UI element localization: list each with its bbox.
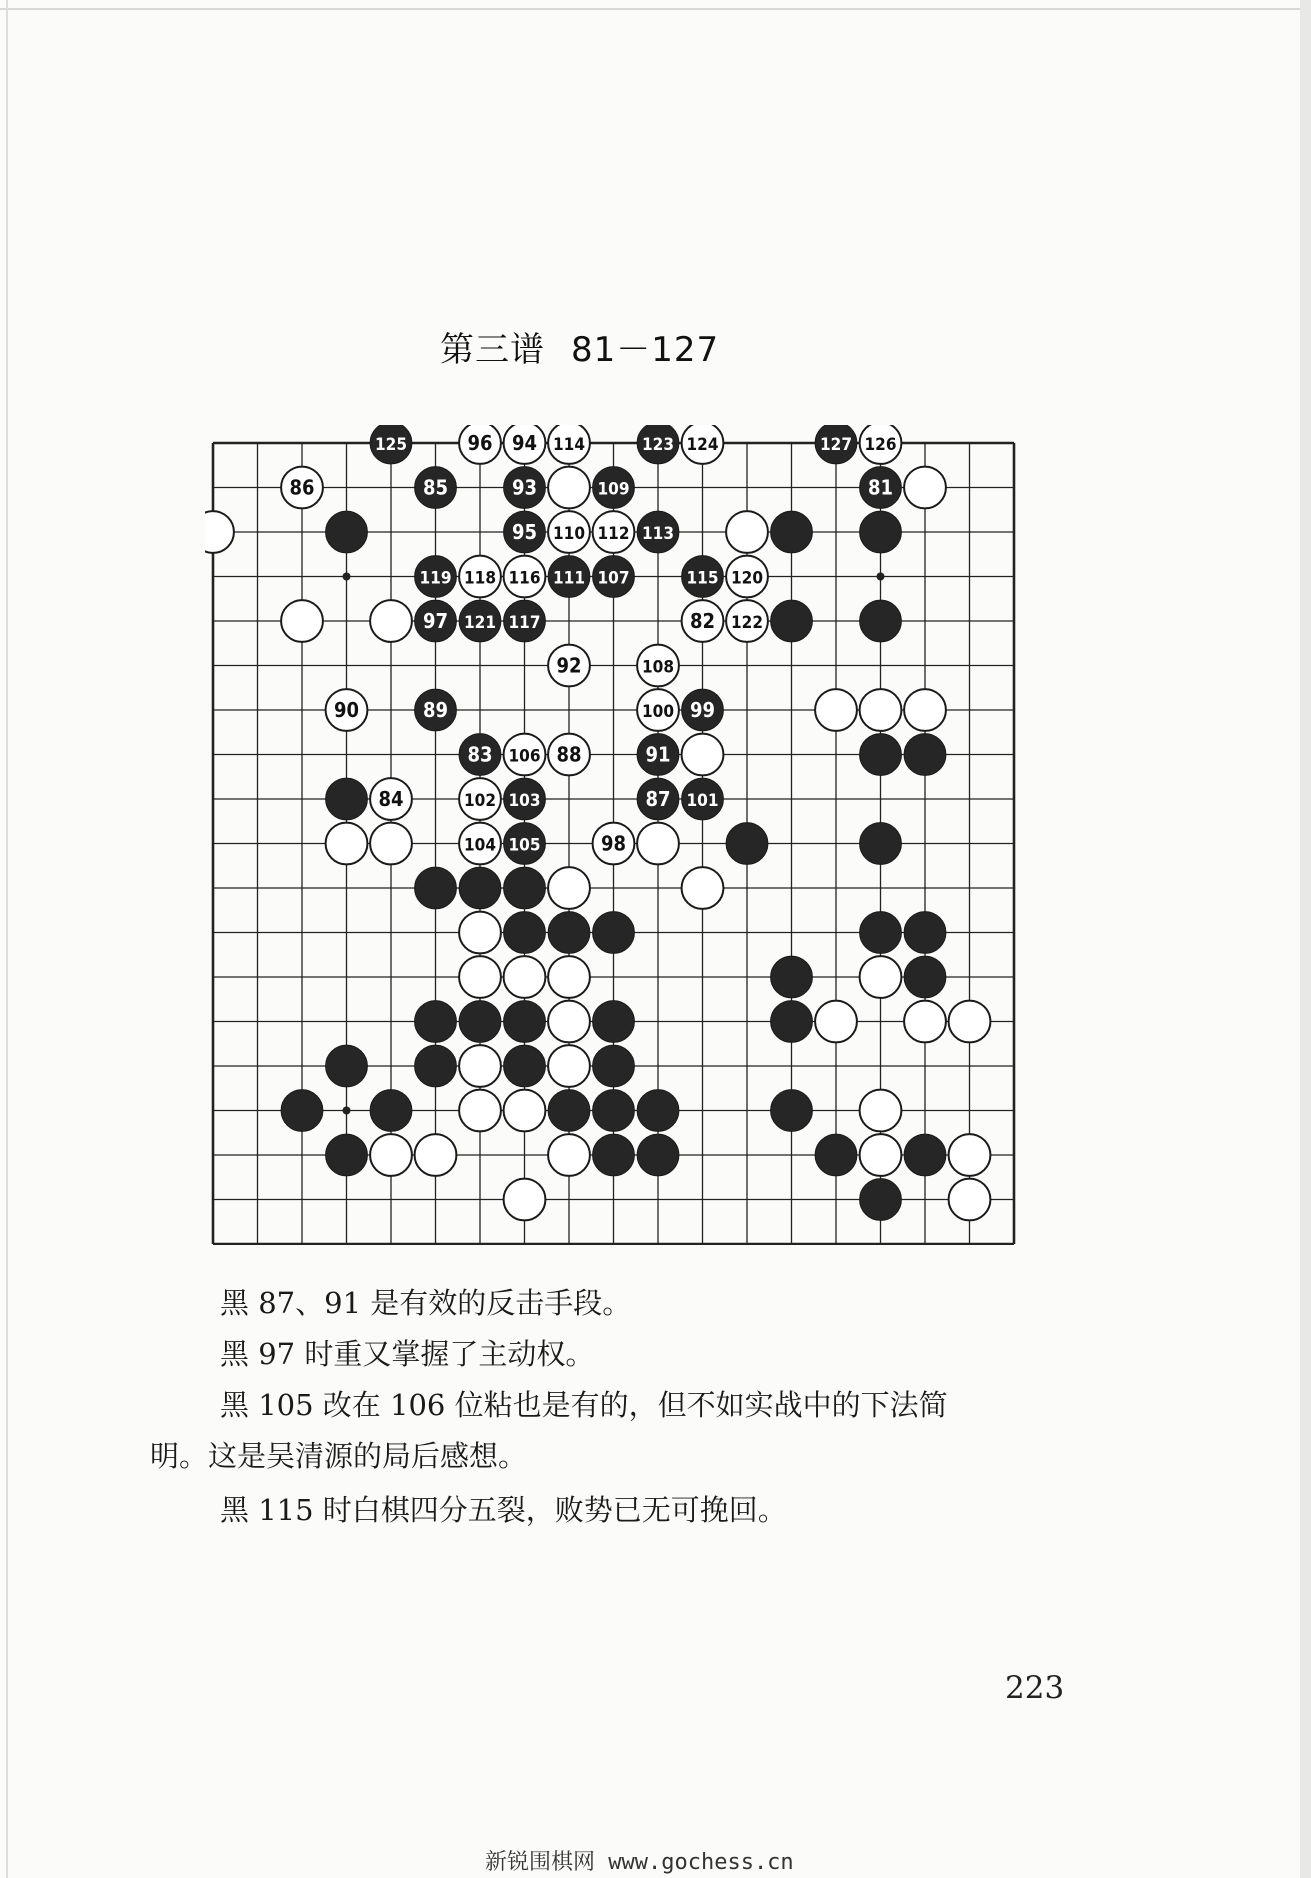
black-stone — [459, 867, 501, 909]
black-stone — [548, 1090, 590, 1132]
black-stone — [326, 778, 368, 820]
white-stone — [860, 689, 902, 731]
move-number: 83 — [467, 742, 493, 767]
move-number: 107 — [597, 568, 630, 589]
black-stone — [593, 1001, 635, 1043]
move-range: 81－127 — [571, 330, 720, 370]
white-stone — [726, 511, 768, 553]
move-number: 124 — [686, 435, 719, 455]
black-stone — [637, 1134, 679, 1176]
white-stone — [504, 1179, 546, 1221]
move-number: 81 — [867, 475, 894, 500]
move-number: 84 — [378, 787, 404, 811]
move-number: 97 — [422, 609, 449, 633]
move-number: 96 — [467, 431, 493, 455]
move-number: 88 — [556, 742, 582, 767]
white-stone — [860, 1134, 902, 1176]
white-stone — [949, 1134, 991, 1176]
white-stone — [682, 867, 724, 909]
move-number: 119 — [419, 568, 452, 589]
move-number: 93 — [511, 475, 538, 500]
white-stone — [904, 467, 946, 509]
go-board — [205, 425, 1025, 1245]
move-number: 86 — [289, 475, 315, 500]
move-number: 102 — [464, 791, 496, 811]
move-number: 125 — [375, 435, 407, 455]
move-number: 89 — [422, 698, 449, 722]
black-stone — [860, 912, 902, 954]
white-stone — [370, 823, 412, 865]
white-stone — [281, 600, 323, 642]
black-stone — [326, 1045, 368, 1087]
black-stone — [904, 1134, 946, 1176]
black-stone — [326, 511, 368, 553]
black-stone — [904, 956, 946, 998]
diagram-title — [440, 322, 840, 371]
black-stone — [504, 912, 546, 954]
white-stone — [860, 956, 902, 998]
diagram-title-label: 第三谱 — [440, 330, 545, 370]
move-number: 111 — [553, 568, 585, 589]
paragraph-2: 黑 97 时重又掌握了主动权。 — [220, 1337, 595, 1371]
move-number: 85 — [422, 475, 449, 500]
move-number: 100 — [642, 702, 674, 722]
black-stone — [504, 1001, 546, 1043]
move-number: 113 — [642, 524, 674, 544]
black-stone — [593, 1090, 635, 1132]
white-stone — [326, 823, 368, 865]
white-stone — [904, 1001, 946, 1043]
white-stone — [459, 956, 501, 998]
paragraph-4: 明。这是吴清源的局后感想。 — [150, 1439, 528, 1473]
black-stone — [281, 1090, 323, 1132]
move-number: 126 — [864, 435, 897, 455]
white-stone — [548, 1001, 590, 1043]
black-stone — [904, 734, 946, 776]
scan-top-edge — [0, 8, 1300, 10]
move-number: 99 — [689, 698, 716, 722]
white-stone — [459, 1045, 501, 1087]
black-stone — [415, 1045, 457, 1087]
paragraph-3: 黑 105 改在 106 位粘也是有的，但不如实战中的下法简 — [220, 1388, 948, 1422]
move-number: 109 — [597, 479, 630, 500]
move-number: 123 — [642, 435, 674, 455]
white-stone — [548, 467, 590, 509]
white-stone — [459, 912, 501, 954]
move-number: 121 — [464, 613, 496, 633]
black-stone — [860, 734, 902, 776]
star-point — [877, 573, 885, 581]
black-stone — [593, 1134, 635, 1176]
move-number: 112 — [597, 524, 630, 544]
move-number: 92 — [556, 653, 582, 678]
black-stone — [815, 1134, 857, 1176]
paragraph-5: 黑 115 时白棋四分五裂，败势已无可挽回。 — [220, 1493, 787, 1527]
black-stone — [637, 1090, 679, 1132]
black-stone — [326, 1134, 368, 1176]
footer-watermark: 新锐围棋网 www.gochess.cn — [485, 1850, 794, 1875]
move-number: 90 — [333, 698, 360, 722]
black-stone — [504, 867, 546, 909]
black-stone — [771, 511, 813, 553]
star-point — [343, 1107, 351, 1115]
black-stone — [504, 1045, 546, 1087]
move-number: 106 — [508, 746, 541, 767]
white-stone — [949, 1179, 991, 1221]
white-stone — [637, 823, 679, 865]
move-number: 101 — [686, 791, 719, 811]
black-stone — [593, 1045, 635, 1087]
white-stone — [815, 1001, 857, 1043]
move-number: 115 — [686, 568, 719, 589]
move-number: 122 — [731, 613, 763, 633]
white-stone — [504, 956, 546, 998]
white-stone — [548, 956, 590, 998]
move-number: 104 — [464, 835, 496, 856]
move-number: 118 — [464, 568, 496, 589]
black-stone — [904, 912, 946, 954]
white-stone — [904, 689, 946, 731]
black-stone — [771, 1001, 813, 1043]
move-number: 116 — [508, 568, 541, 589]
black-stone — [771, 600, 813, 642]
black-stone — [771, 1090, 813, 1132]
black-stone — [860, 511, 902, 553]
black-stone — [548, 912, 590, 954]
move-number: 108 — [642, 657, 674, 678]
move-number: 105 — [508, 835, 541, 856]
white-stone — [815, 689, 857, 731]
white-stone — [548, 1134, 590, 1176]
move-number: 91 — [645, 742, 671, 767]
black-stone — [593, 912, 635, 954]
white-stone — [682, 734, 724, 776]
move-number: 95 — [511, 520, 538, 544]
white-stone — [459, 1090, 501, 1132]
white-stone — [504, 1090, 546, 1132]
move-number: 82 — [689, 609, 716, 633]
white-stone — [860, 1090, 902, 1132]
white-stone — [415, 1134, 457, 1176]
black-stone — [726, 823, 768, 865]
black-stone — [415, 867, 457, 909]
white-stone — [548, 1045, 590, 1087]
black-stone — [459, 1001, 501, 1043]
white-stone — [548, 867, 590, 909]
move-number: 127 — [820, 435, 852, 455]
page-number: 223 — [1005, 1670, 1065, 1706]
move-number: 103 — [508, 791, 541, 811]
black-stone — [771, 956, 813, 998]
move-number: 94 — [511, 431, 538, 455]
white-stone — [370, 600, 412, 642]
black-stone — [860, 1179, 902, 1221]
move-number: 117 — [508, 613, 541, 633]
star-point — [343, 573, 351, 581]
move-number: 98 — [600, 831, 627, 856]
white-stone — [205, 511, 234, 553]
paragraph-1: 黑 87、91 是有效的反击手段。 — [220, 1286, 632, 1320]
page-edge — [1300, 0, 1311, 1878]
move-number: 87 — [645, 787, 671, 811]
scan-left-edge — [6, 0, 8, 1878]
black-stone — [370, 1090, 412, 1132]
move-number: 114 — [553, 435, 585, 455]
white-stone — [370, 1134, 412, 1176]
move-number: 110 — [553, 524, 585, 544]
black-stone — [860, 600, 902, 642]
black-stone — [415, 1001, 457, 1043]
black-stone — [860, 823, 902, 865]
move-number: 120 — [731, 568, 763, 589]
white-stone — [949, 1001, 991, 1043]
